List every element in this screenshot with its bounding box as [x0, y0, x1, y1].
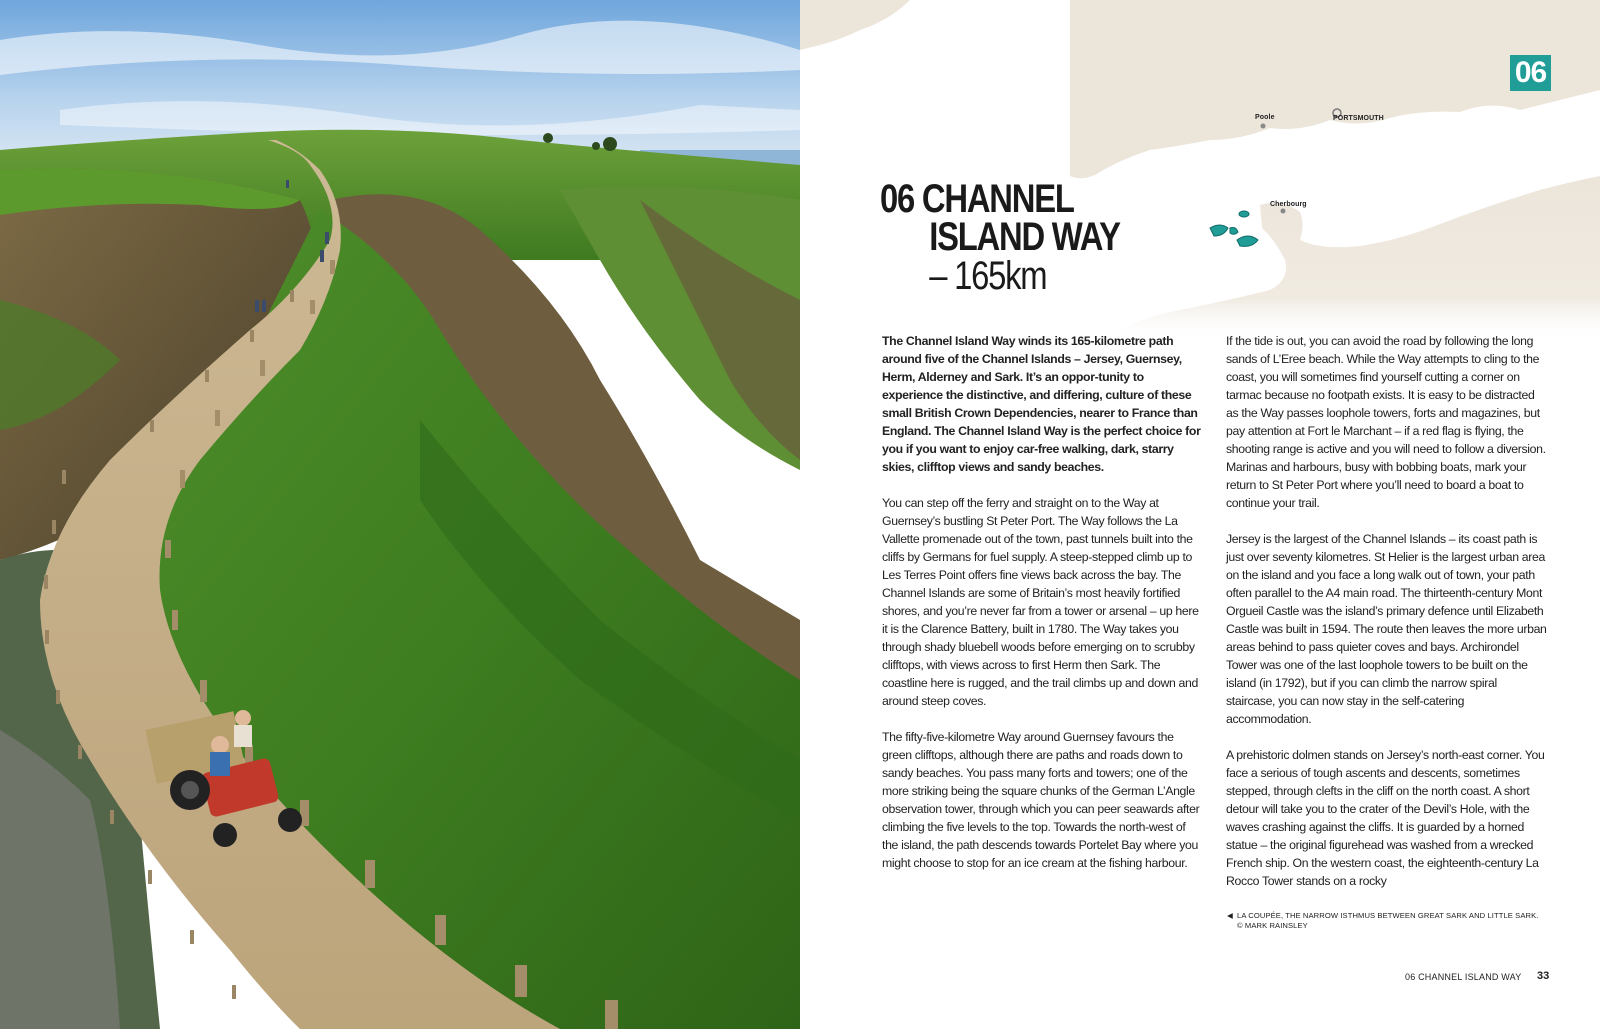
caption-text: LA COUPÉE, THE NARROW ISTHMUS BETWEEN GREAT SARK AND LITTLE SARK. — [1237, 911, 1539, 920]
photo-caption — [1227, 911, 1547, 931]
map-label-cherbourg: Cherbourg — [1270, 201, 1307, 208]
body-paragraph: Jersey is the largest of the Channel Islands – its coast path is just over seventy kilometres. St Helier is the largest urban area on the island and you face a long walk out of town, your path often parallel to the A4 main road. The thirteenth-century Mont Orgueil Castle was the island’s primary defence until Elizabeth Castle was built in 1594. The route then leaves the more urban areas behind to pass quieter coves and bays. Archirondel Tower was one of the last loophole towers to be built on the island (in 1792), but if you can climb the narrow spiral staircase, you can now stay in the self-catering accommodation. — [1226, 532, 1547, 726]
running-footer: 06 CHANNEL ISLAND WAY — [1405, 972, 1522, 982]
body-paragraph: The fifty-five-kilometre Way around Guernsey favours the green clifftops, although there are paths and roads down to sandy beaches. You pass many forts and towers; one of the more striking being the square chunks of the German L’Angle observation tower, through which you can peer seawards after climbing the five levels to the top. Towards the north-west of the island, the path descends towards Portelet Bay where you might choose to stop for an ice cream at the fishing harbour. — [882, 730, 1200, 870]
lead-paragraph: The Channel Island Way winds its 165-kilometre path around five of the Channel Islands – Jersey, Guernsey, Herm, Alderney and Sark. It’s an oppor-tunity to experience the distinctive, and differing, culture of these small British Crown Dependencies, nearer to France than England. The Channel Island Way is the perfect choice for you if you want to enjoy car-free walking, dark, starry skies, clifftop views and sandy beaches. — [882, 334, 1201, 474]
map-label-poole: Poole — [1255, 114, 1275, 121]
chapter-badge: 06 — [1510, 55, 1551, 91]
caption-credit: © MARK RAINSLEY — [1237, 921, 1308, 930]
page-number: 33 — [1537, 970, 1550, 982]
title-line-2: ISLAND WAY — [929, 215, 1120, 259]
map-label-portsmouth: PORTSMOUTH — [1333, 115, 1384, 122]
text-column-2 — [1226, 332, 1548, 908]
text-column-1 — [882, 332, 1204, 890]
chapter-title — [880, 177, 1172, 298]
right-page — [800, 0, 1600, 1029]
title-line-1: 06 CHANNEL — [880, 177, 1074, 221]
body-paragraph: A prehistoric dolmen stands on Jersey’s north-east corner. You face a serious of tough ascents and descents, sometimes stepped, through clefts in the cliff on the north coast. A short detour will take you to the crater of the Devil’s Hole, with the waves crashing against the cliffs. It is guarded by a horned statue – the original figurehead was washed from a wrecked French ship. On the western coast, the eighteenth-century La Rocco Tower stands on a rocky — [1226, 748, 1545, 888]
caption-arrow-icon: ◀ — [1227, 911, 1233, 920]
body-paragraph: You can step off the ferry and straight on to the Way at Guernsey’s bustling St Peter Port. The Way follows the La Vallette promenade out of the town, past tunnels built into the cliffs by Germans for fuel supply. A steep-stepped climb up to Les Terres Point offers fine views back across the bay. The Channel Islands are some of Britain’s most heavily fortified shores, and you’re never far from a tower or arsenal – up here it is the Clarence Battery, built in 1780. The Way takes you through shady bluebell woods before emerging on to scrubby clifftops, with views across to first Herm then Sark. The coastline here is rugged, and the trail climbs up and down and around steep coves. — [882, 496, 1199, 708]
title-distance: – 165km — [929, 254, 1047, 298]
body-paragraph: If the tide is out, you can avoid the road by following the long sands of L’Eree beach. While the Way attempts to cling to the coast, you will sometimes find yourself cutting a corner on tarmac because no footpath exists. It is easy to be distracted as the Way passes loophole towers, forts and magazines, but pay attention at Fort le Marchant – if a red flag is flying, the shooting range is active and you will need to follow a diversion. Marinas and harbours, busy with bobbing boats, mark your return to St Peter Port where you’ll need to board a boat to continue your trail. — [1226, 334, 1546, 510]
